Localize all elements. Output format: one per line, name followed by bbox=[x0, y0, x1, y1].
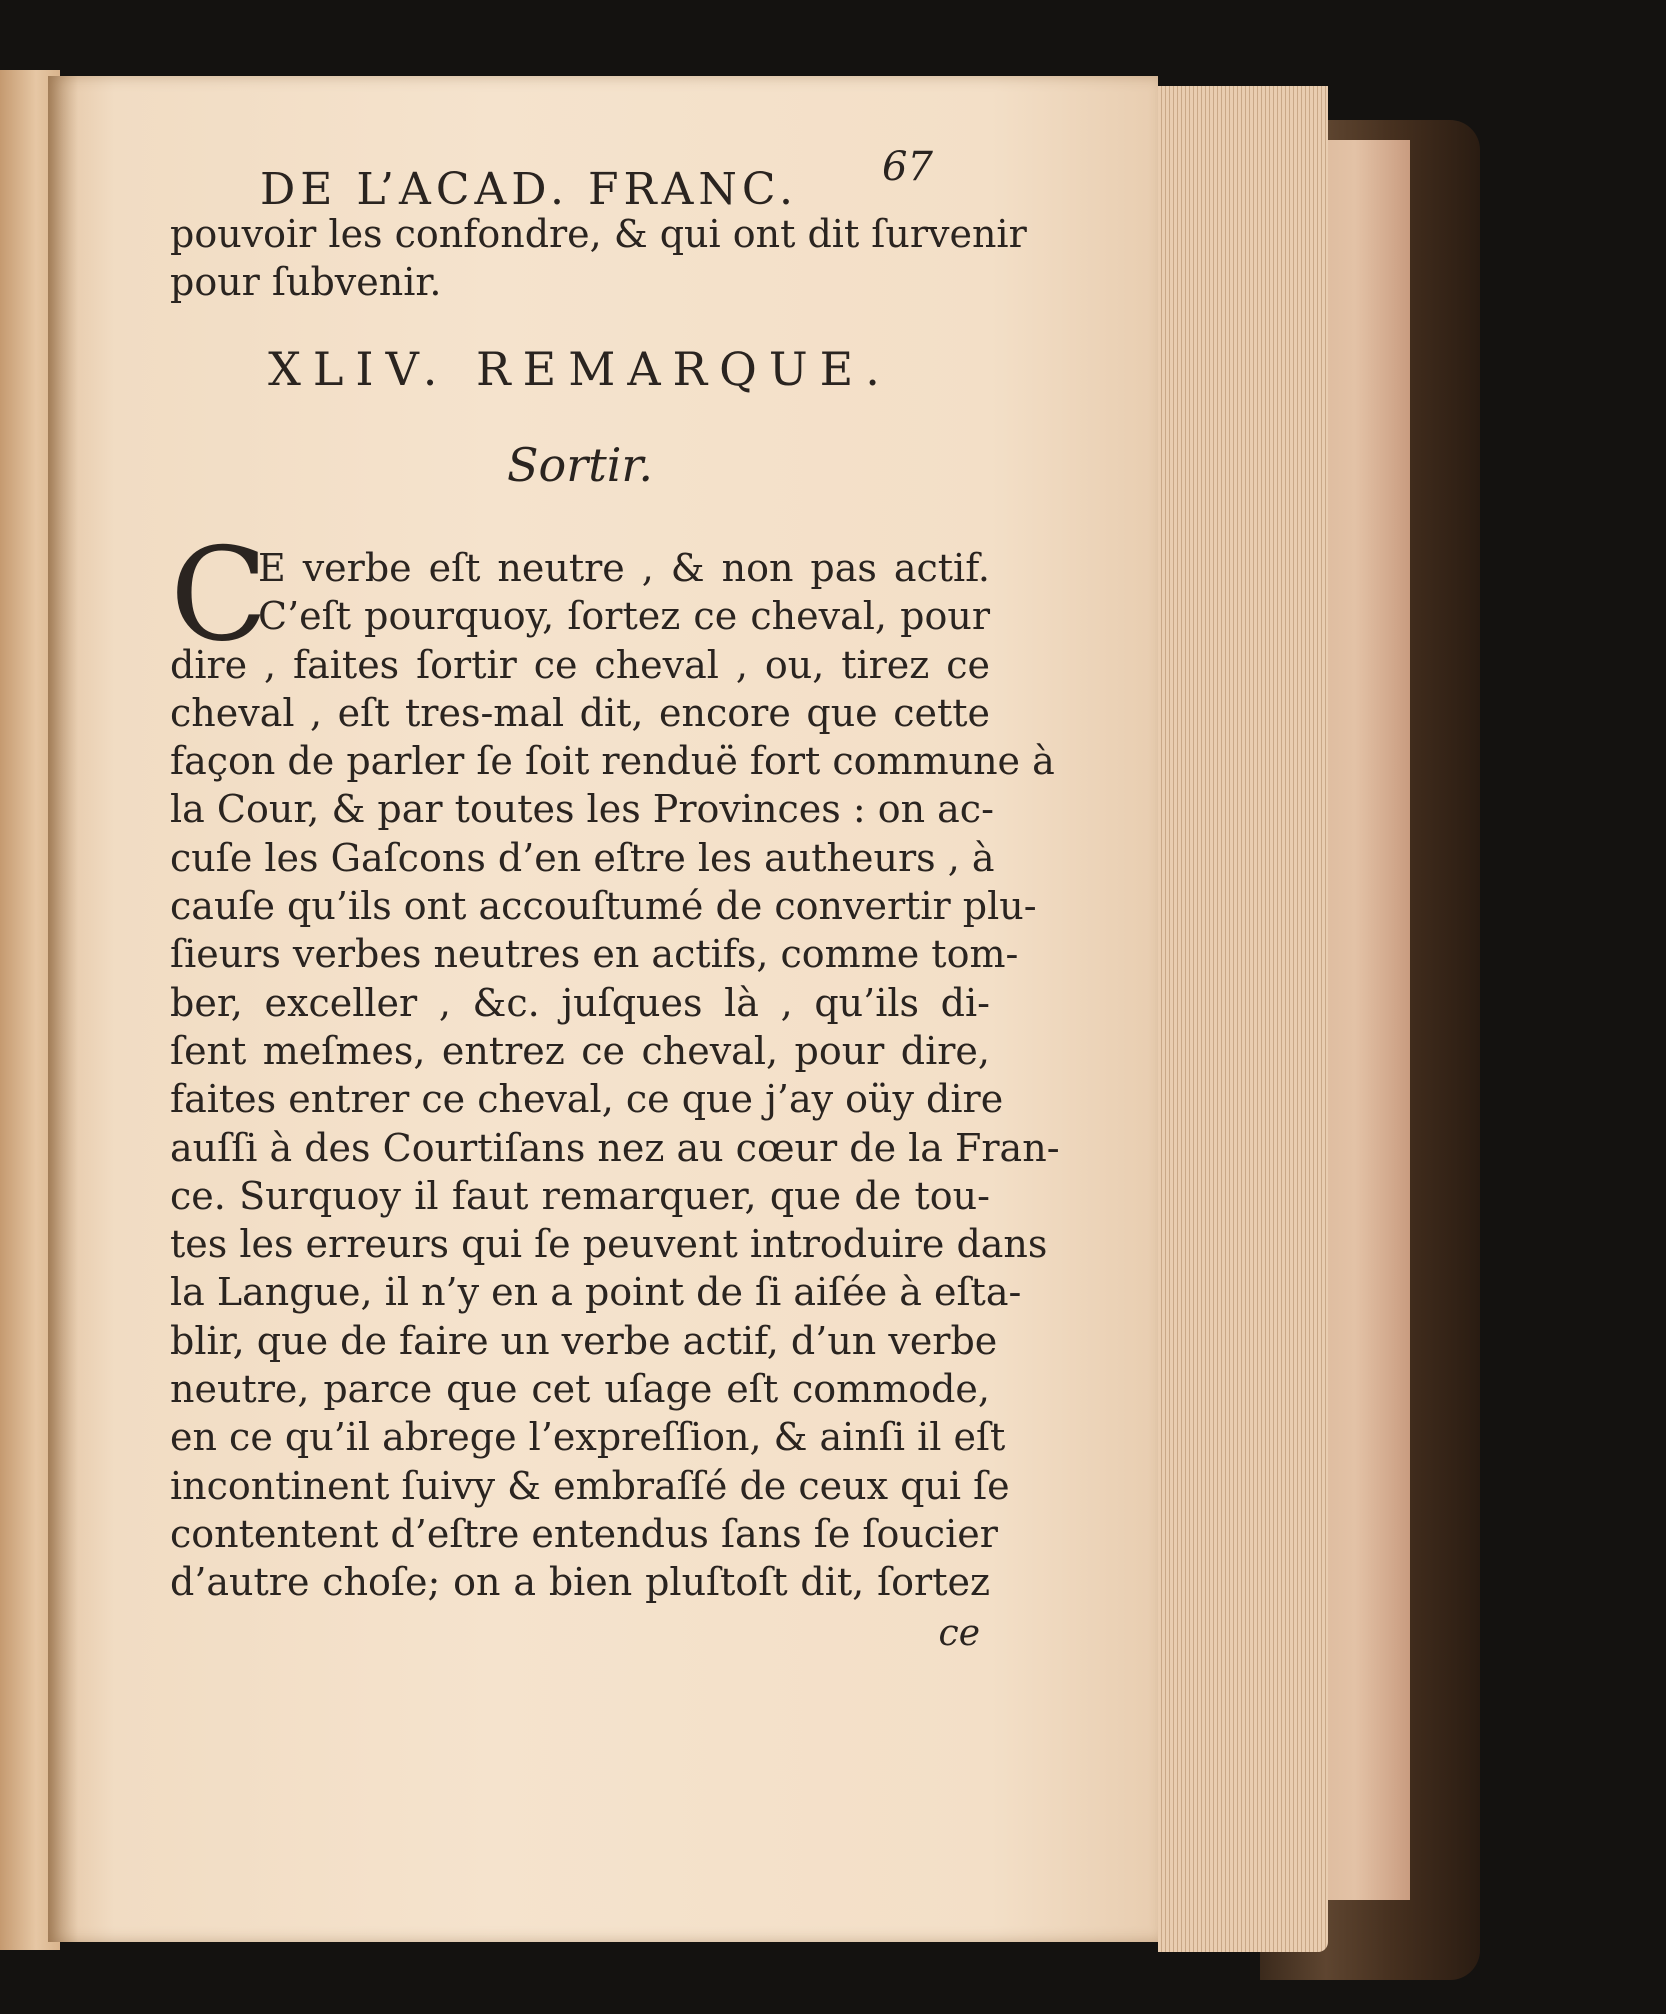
page-text bbox=[170, 140, 1060, 1657]
page-edges bbox=[1158, 86, 1328, 1952]
section-subheading: Sortir. bbox=[507, 438, 653, 492]
body-line: cuſe les Gaſcons d’en eſtre les autheurs , à bbox=[170, 835, 995, 880]
body-line: neutre, parce que cet uſage eſt commode, bbox=[170, 1367, 990, 1412]
body-line: faites entrer ce cheval, ce que j’ay oüy dire bbox=[170, 1077, 1004, 1122]
page-number: 67 bbox=[882, 144, 933, 190]
intro-line: pouvoir les confondre, & qui ont dit ſurvenir bbox=[170, 212, 1027, 256]
body-line: la Cour, & par toutes les Provinces : on ac- bbox=[170, 787, 994, 832]
body-line: façon de parler ſe ſoit renduë fort commune à bbox=[170, 739, 1055, 784]
body-line: la Langue, il n’y en a point de ſi aiſée à eſta- bbox=[170, 1270, 1022, 1315]
gutter-shadow bbox=[48, 76, 78, 1942]
body-line: cauſe qu’ils ont accouſtumé de convertir plu- bbox=[170, 884, 1037, 929]
body-line: E verbe eſt neutre , & non pas actif. bbox=[258, 546, 990, 590]
drop-cap: C bbox=[170, 521, 268, 670]
running-head bbox=[170, 140, 990, 215]
body-line: cheval , eſt tres-mal dit, encore que cette bbox=[170, 690, 990, 735]
running-title: DE L’ACAD. FRANC. bbox=[260, 164, 798, 215]
body-line: ſent meſmes, entrez ce cheval, pour dire, bbox=[170, 1028, 990, 1073]
body-line: d’autre choſe; on a bien pluſtoſt dit, ſortez bbox=[170, 1560, 990, 1605]
body-line: en ce qu’il abrege l’expreſſion, & ainſi il eſt bbox=[170, 1415, 1006, 1460]
body-line: tes les erreurs qui ſe peuvent introduire dans bbox=[170, 1222, 1048, 1267]
body-line: ce. Surquoy il faut remarquer, que de tou- bbox=[170, 1173, 990, 1218]
body-line: ſieurs verbes neutres en actifs, comme tom- bbox=[170, 932, 1019, 977]
catchword: ce bbox=[938, 1612, 980, 1654]
body-line: auſſi à des Courtiſans nez au cœur de la Fran- bbox=[170, 1125, 1060, 1170]
body-line: dire , faites ſortir ce cheval , ou, tirez ce bbox=[170, 642, 990, 687]
body-line: ber, exceller , &c. juſques là , qu’ils di- bbox=[170, 980, 990, 1025]
body-line: incontinent ſuivy & embraſſé de ceux qui ſe bbox=[170, 1463, 1010, 1508]
body-text bbox=[170, 521, 1060, 1657]
body-line: contentent d’eſtre entendus ſans ſe ſoucier bbox=[170, 1511, 998, 1556]
body-line: blir, que de faire un verbe actif, d’un verbe bbox=[170, 1318, 998, 1363]
intro-line: pour ſubvenir. bbox=[170, 260, 442, 304]
body-line: C’eſt pourquoy, ſortez ce cheval, pour bbox=[258, 594, 990, 639]
section-heading: XLIV. REMARQUE. bbox=[268, 342, 892, 396]
